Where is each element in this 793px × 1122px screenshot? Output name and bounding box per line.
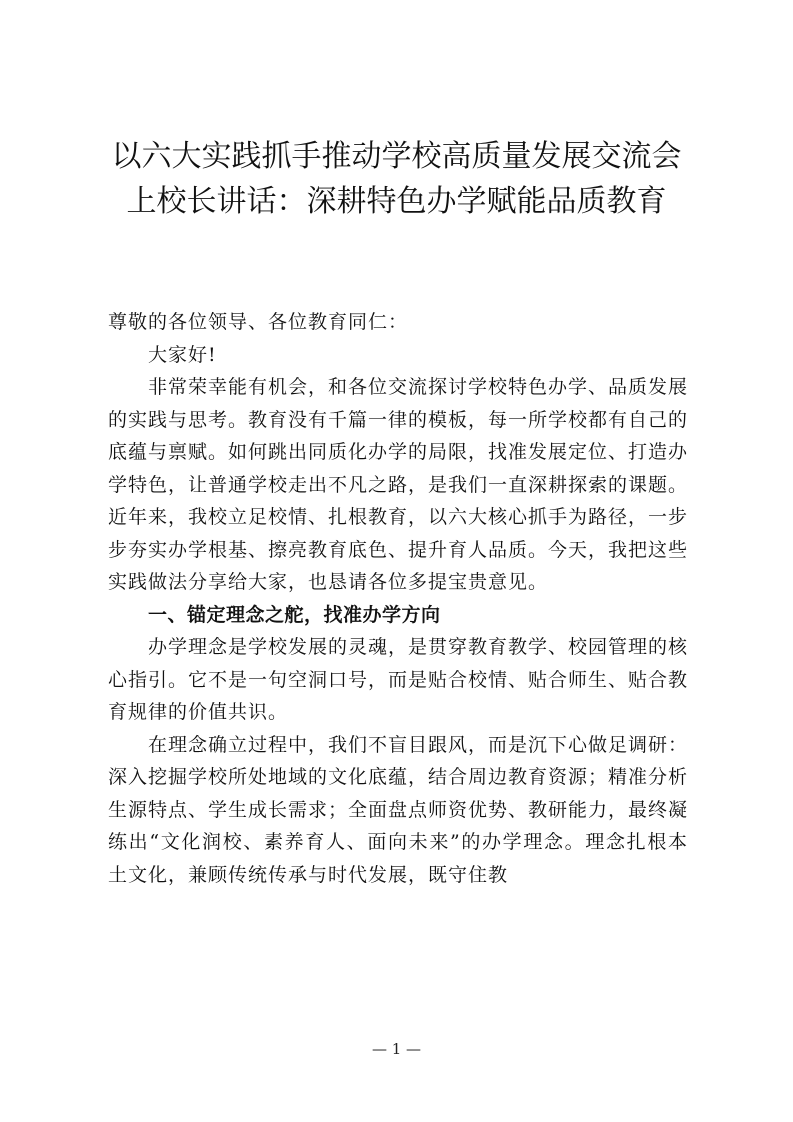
greeting: 大家好! [148,343,217,366]
section-heading-1: 一、锚定理念之舵，找准办学方向 [148,603,441,626]
document-body [108,306,688,891]
section1-paragraph-2: 在理念确立过程中，我们不盲目跟风，而是沉下心做足调研：深入挖掘学校所处地域的文化底蕴，结合周边教育资源；精准分析生源特点、学生成长需求；全面盘点师资优势、教研能力，最终凝练出“文化润校、素养育人、面向未来”的办学理念。理念扎根本土文化，兼顾传统传承与时代发展，既守住教 [108,733,689,886]
section1-paragraph-1: 办学理念是学校发展的灵魂，是贯穿教育教学、校园管理的核心指引。它不是一句空洞口号，而是贴合校情、贴合师生、贴合教育规律的价值共识。 [108,636,689,723]
salutation: 尊敬的各位领导、各位教育同仁： [108,311,409,333]
page-number: — 1 — [371,1040,422,1058]
document-title: 以六大实践抓手推动学校高质量发展交流会上校长讲话：深耕特色办学赋能品质教育 [111,139,682,219]
intro-paragraph: 非常荣幸能有机会，和各位交流探讨学校特色办学、品质发展的实践与思考。教育没有千篇一律的模板，每一所学校都有自己的底蕴与禀赋。如何跳出同质化办学的局限，找准发展定位、打造办学特色，让普通学校走出不凡之路，是我们一直深耕探索的课题。近年来，我校立足校情、扎根教育，以六大核心抓手为路径，一步步夯实办学根基、擦亮教育底色、提升育人品质。今天，我把这些实践做法分享给大家，也恳请各位多提宝贵意见。 [108,376,689,593]
